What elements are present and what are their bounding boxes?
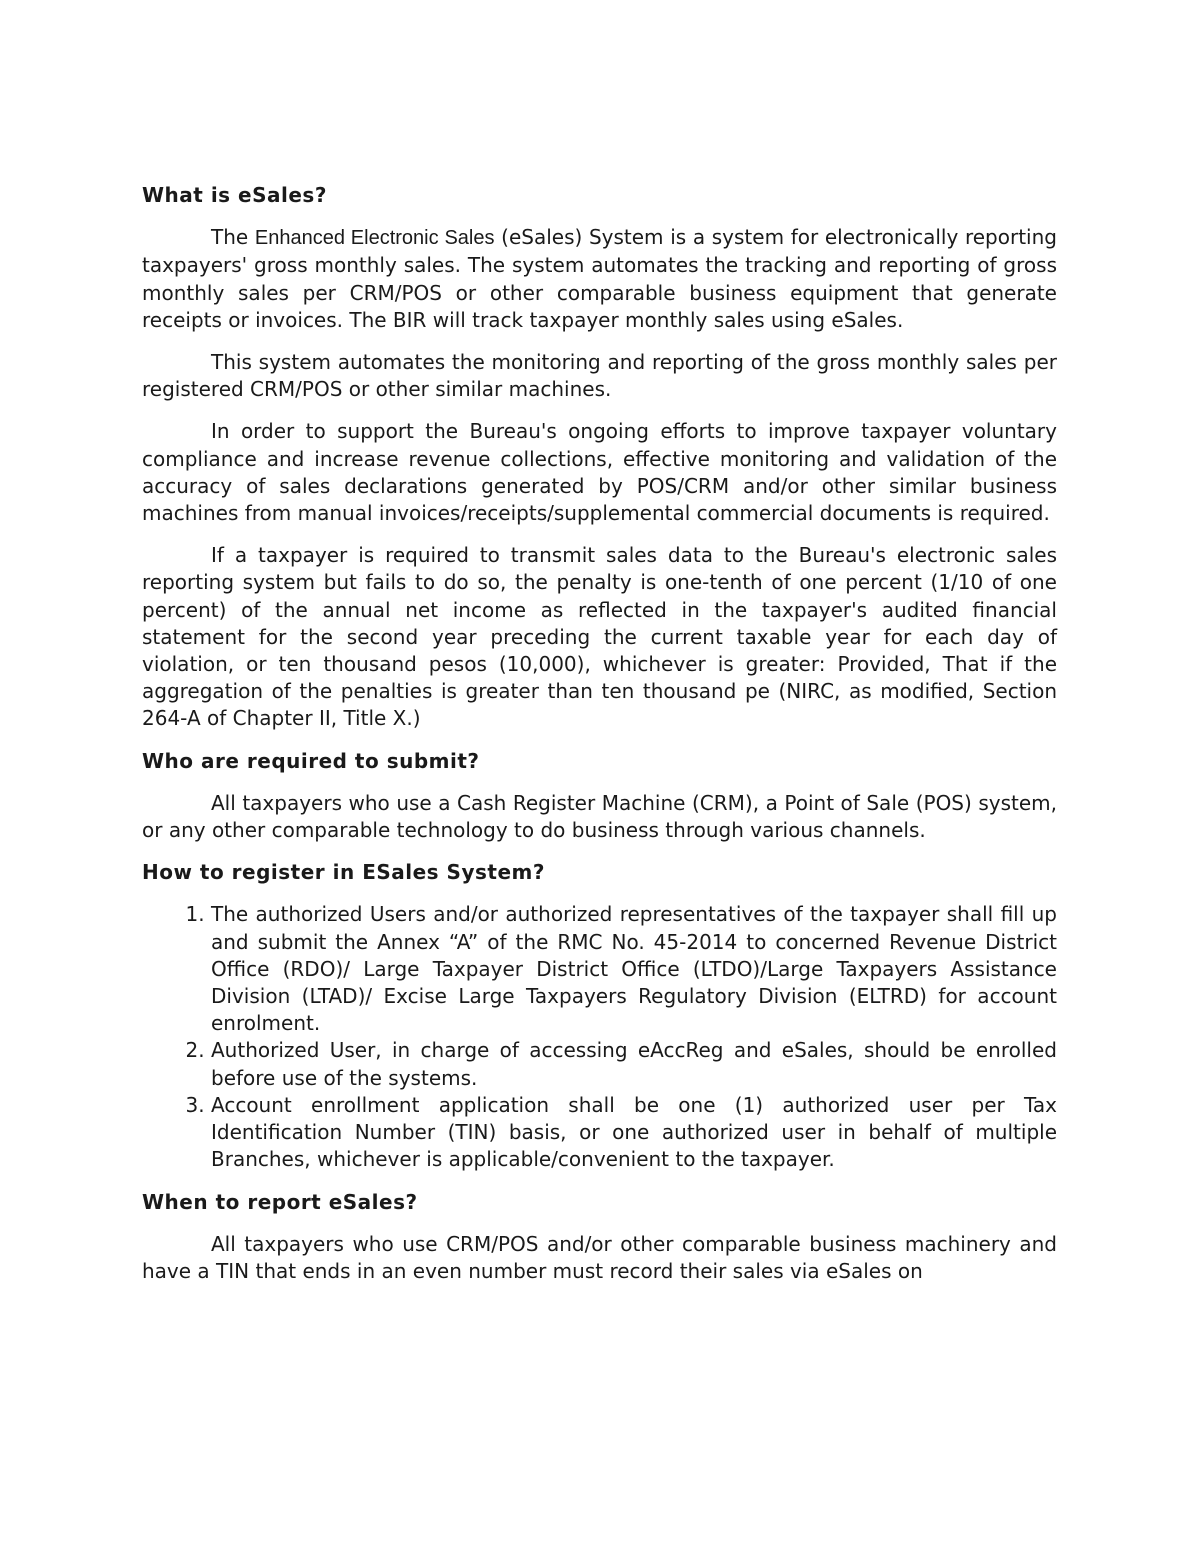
paragraph-when-to-report: All taxpayers who use CRM/POS and/or other comparable business machinery and have a TIN that ends in an even number must record their sales via eSales on <box>142 1231 1057 1283</box>
paragraph-rest-text: (eSales) System is a system for electronically reporting taxpayers' gross monthly sales. The system automates the tracking and reporting of gross monthly sales per CRM/POS or other comparable business equipment that generate receipts or invoices. The BIR will track taxpayer monthly sales using eSales. <box>142 225 1057 332</box>
heading-who-required: Who are required to submit? <box>142 748 480 773</box>
list-item: 2. Authorized User, in charge of accessing eAccReg and eSales, should be enrolled before use of the systems. <box>211 1037 1057 1091</box>
paragraph-system-automates: This system automates the monitoring and reporting of the gross monthly sales per registered CRM/POS or other similar machines. <box>142 350 1057 402</box>
heading-when-to-report: When to report eSales? <box>142 1189 418 1214</box>
enhanced-electronic-sales-term: Enhanced Electronic Sales <box>254 227 495 250</box>
heading-what-is-esales: What is eSales? <box>142 183 327 207</box>
list-item: 3. Account enrollment application shall be one (1) authorized user per Tax Identification Number (TIN) basis, or one authorized user in behalf of multiple Branches, whichever is applicable/convenient to the taxpayer. <box>211 1092 1057 1174</box>
registration-steps-list <box>142 901 1057 1173</box>
paragraph-bureau-efforts: In order to support the Bureau's ongoing efforts to improve taxpayer voluntary compliance and increase revenue collections, effective monitoring and validation of the accuracy of sales declarations generated by POS/CRM and/or other similar business machines from manual invoices/receipts/supplemental commercial documents is required. <box>142 419 1057 526</box>
paragraph-penalty: If a taxpayer is required to transmit sales data to the Bureau's electronic sales reporting system but fails to do so, the penalty is one-tenth of one percent (1/10 of one percent) of the annual net income as reflected in the taxpayer's audited financial statement for the second year preceding the current taxable year for each day of violation, or ten thousand pesos (10,000), whichever is greater: Provided, That if the aggregation of the penalties is greater than ten thousand pe (NIRC, as modified, Section 264-A of Chapter II, Title X.) <box>142 543 1057 731</box>
paragraph-esales-definition <box>142 224 1057 334</box>
paragraph-lead-text: The <box>211 225 255 250</box>
document-page <box>142 182 1057 1300</box>
paragraph-who-required: All taxpayers who use a Cash Register Machine (CRM), a Point of Sale (POS) system, or any other comparable technology to do business through various channels. <box>142 790 1057 843</box>
heading-how-to-register: How to register in ESales System? <box>142 860 545 885</box>
list-item: 1. The authorized Users and/or authorized representatives of the taxpayer shall fill up and submit the Annex “A” of the RMC No. 45-2014 to concerned Revenue District Office (RDO)/ Large Taxpayer District Office (LTDO)/Large Taxpayers Assistance Division (LTAD)/ Excise Large Taxpayers Regulatory Division (ELTRD) for account enrolment. <box>211 901 1057 1037</box>
